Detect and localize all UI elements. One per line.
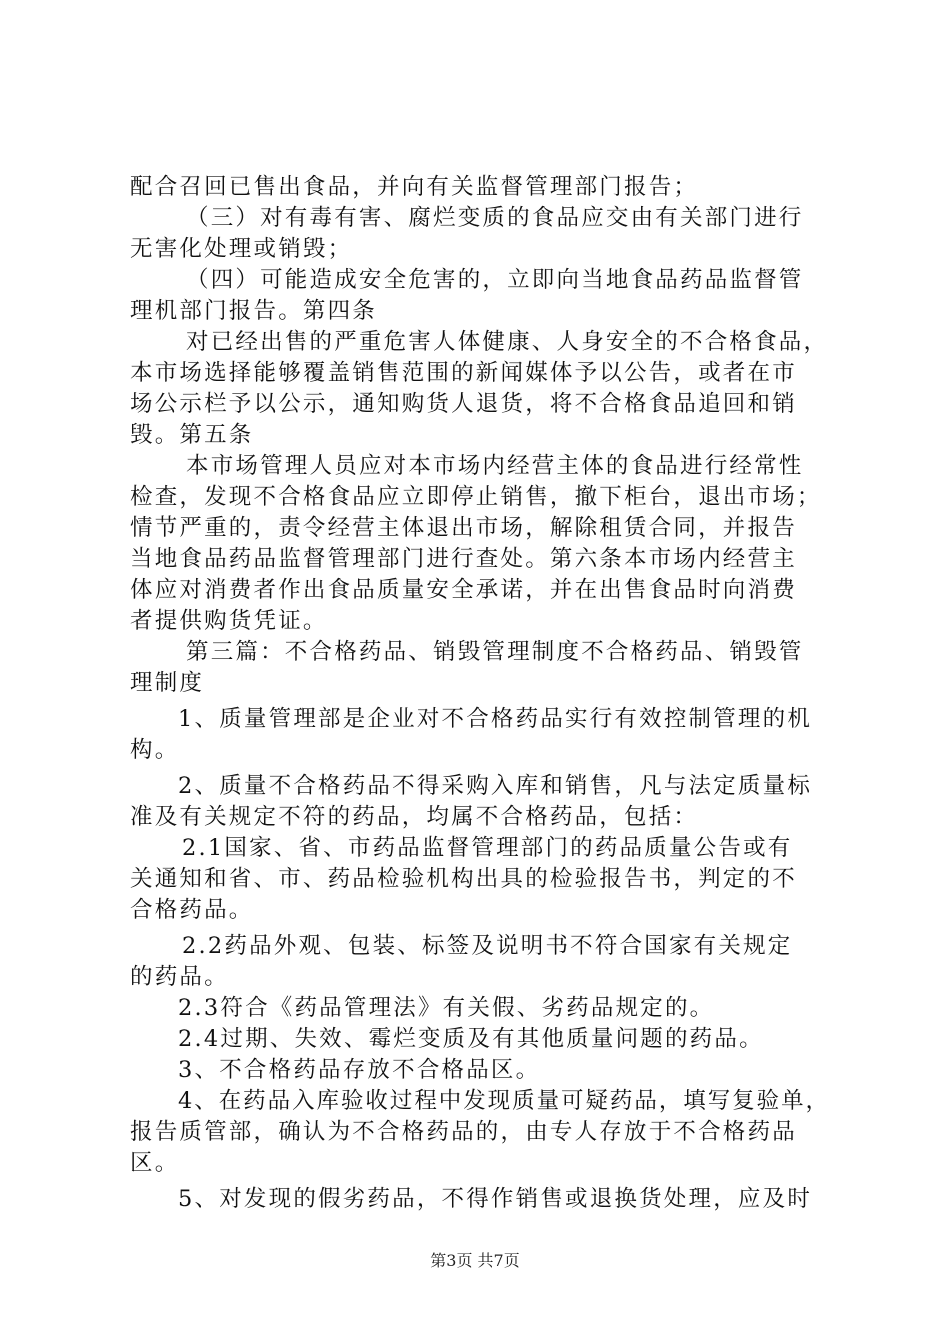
- text-line: 1、质量管理部是企业对不合格药品实行有效控制管理的机: [178, 706, 813, 732]
- text-line: 合格药品。: [130, 897, 254, 923]
- text-line: 理机部门报告。第四条: [130, 298, 378, 324]
- text-line: 当地食品药品监督管理部门进行查处。第六条本市场内经营主: [130, 546, 797, 572]
- text-line: 2、质量不合格药品不得采购入库和销售，凡与法定质量标: [178, 773, 813, 799]
- text-line: （四）可能造成安全危害的，立即向当地食品药品监督管: [186, 267, 804, 293]
- page-footer: 第3页 共7页: [430, 1251, 520, 1270]
- text-line: 检查，发现不合格食品应立即停止销售，撤下柜台，退出市场；: [130, 484, 822, 510]
- document-body: [130, 172, 830, 1215]
- text-line: 2.3符合《药品管理法》有关假、劣药品规定的。: [178, 995, 715, 1021]
- text-line: 报告质管部，确认为不合格药品的，由专人存放于不合格药品: [130, 1119, 797, 1145]
- text-line: 者提供购货凭证。: [130, 608, 328, 634]
- text-line: 2.4过期、失效、霉烂变质及有其他质量问题的药品。: [178, 1026, 764, 1052]
- text-line: 第三篇：不合格药品、销毁管理制度不合格药品、销毁管: [186, 639, 804, 665]
- text-line: 区。: [130, 1150, 180, 1176]
- text-line: 配合召回已售出食品，并向有关监督管理部门报告；: [130, 174, 699, 200]
- text-line: 本市场选择能够覆盖销售范围的新闻媒体予以公告，或者在市: [130, 360, 797, 386]
- text-line: 无害化处理或销毁；: [130, 236, 353, 262]
- text-line: 本市场管理人员应对本市场内经营主体的食品进行经常性: [186, 453, 804, 479]
- text-line: 构。: [130, 737, 180, 763]
- text-line: 毁。第五条: [130, 422, 254, 448]
- text-line: 体应对消费者作出食品质量安全承诺，并在出售食品时向消费: [130, 577, 797, 603]
- text-line: 3、不合格药品存放不合格品区。: [178, 1057, 541, 1083]
- text-line: 2.2药品外观、包装、标签及说明书不符合国家有关规定: [182, 933, 793, 959]
- text-line: 情节严重的，责令经营主体退出市场，解除租赁合同，并报告: [130, 515, 797, 541]
- text-line: 4、在药品入库验收过程中发现质量可疑药品，填写复验单，: [178, 1088, 830, 1114]
- text-line: 的药品。: [130, 964, 229, 990]
- text-line: 准及有关规定不符的药品，均属不合格药品，包括：: [130, 804, 699, 830]
- text-line: 场公示栏予以公示，通知购货人退货，将不合格食品追回和销: [130, 391, 797, 417]
- text-line: 2.1国家、省、市药品监督管理部门的药品质量公告或有: [182, 835, 793, 861]
- text-line: 对已经出售的严重危害人体健康、人身安全的不合格食品，: [186, 329, 829, 355]
- text-line: 理制度: [130, 670, 205, 696]
- text-line: 关通知和省、市、药品检验机构出具的检验报告书，判定的不: [130, 866, 797, 892]
- text-line: 5、对发现的假劣药品，不得作销售或退换货处理，应及时: [178, 1186, 813, 1212]
- text-line: （三）对有毒有害、腐烂变质的食品应交由有关部门进行: [186, 205, 804, 231]
